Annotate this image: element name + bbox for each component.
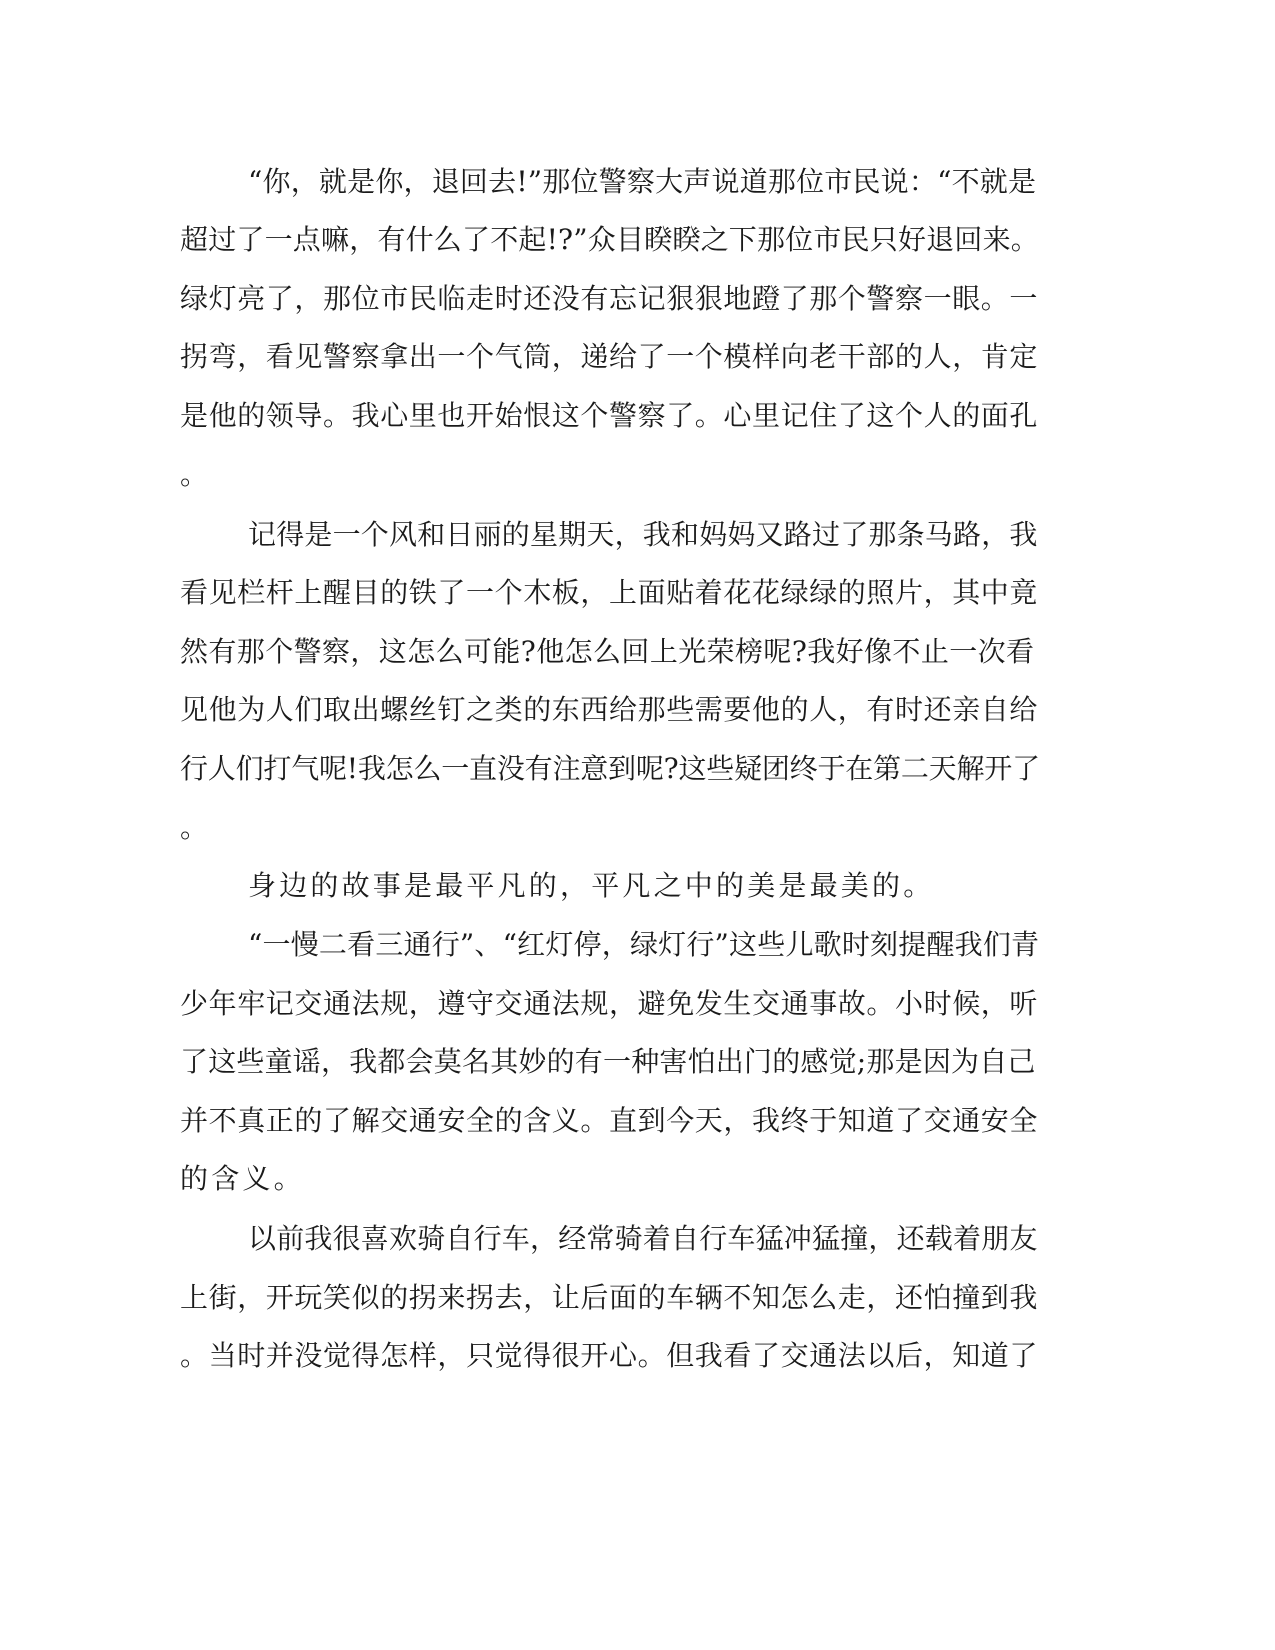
text-line: 见他为人们取出螺丝钉之类的东西给那些需要他的人，有时还亲自给 xyxy=(180,693,1039,726)
text-line: 身边的故事是最平凡的，平凡之中的美是最美的。 xyxy=(248,869,935,902)
text-line: 上街，开玩笑似的拐来拐去，让后面的车辆不知怎么走，还怕撞到我 xyxy=(180,1281,1039,1314)
text-line: 。 xyxy=(180,811,212,844)
text-line: 记得是一个风和日丽的星期天，我和妈妈又路过了那条马路，我 xyxy=(248,518,1038,551)
text-line: “一慢二看三通行”、“红灯停，绿灯行”这些儿歌时刻提醒我们青 xyxy=(248,928,1040,961)
text-line: 然有那个警察，这怎么可能?他怎么回上光荣榜呢?我好像不止一次看 xyxy=(180,635,1035,668)
text-line: “你，就是你，退回去!”那位警察大声说道那位市民说：“不就是 xyxy=(248,165,1037,198)
text-line: 是他的领导。我心里也开始恨这个警察了。心里记住了这个人的面孔 xyxy=(180,399,1039,432)
text-line: 看见栏杆上醒目的铁了一个木板，上面贴着花花绿绿的照片，其中竟 xyxy=(180,576,1039,609)
text-line: 了这些童谣，我都会莫名其妙的有一种害怕出门的感觉;那是因为自己 xyxy=(180,1045,1036,1078)
text-line: 并不真正的了解交通安全的含义。直到今天，我终于知道了交通安全 xyxy=(180,1104,1039,1137)
text-line: 绿灯亮了，那位市民临走时还没有忘记狠狠地蹬了那个警察一眼。一 xyxy=(180,282,1039,315)
text-line: 。当时并没觉得怎样，只觉得很开心。但我看了交通法以后，知道了 xyxy=(180,1339,1039,1372)
text-line: 。 xyxy=(180,458,212,491)
text-line: 少年牢记交通法规，遵守交通法规，避免发生交通事故。小时候，听 xyxy=(180,987,1039,1020)
text-line: 拐弯，看见警察拿出一个气筒，递给了一个模样向老干部的人，肯定 xyxy=(180,340,1039,373)
text-line: 超过了一点嘛，有什么了不起!?”众目睽睽之下那位市民只好退回来。 xyxy=(180,223,1039,256)
text-line: 以前我很喜欢骑自行车，经常骑着自行车猛冲猛撞，还载着朋友 xyxy=(248,1222,1038,1255)
text-line: 行人们打气呢!我怎么一直没有注意到呢?这些疑团终于在第二天解开了 xyxy=(180,752,1040,785)
text-line: 的含义。 xyxy=(180,1162,305,1195)
